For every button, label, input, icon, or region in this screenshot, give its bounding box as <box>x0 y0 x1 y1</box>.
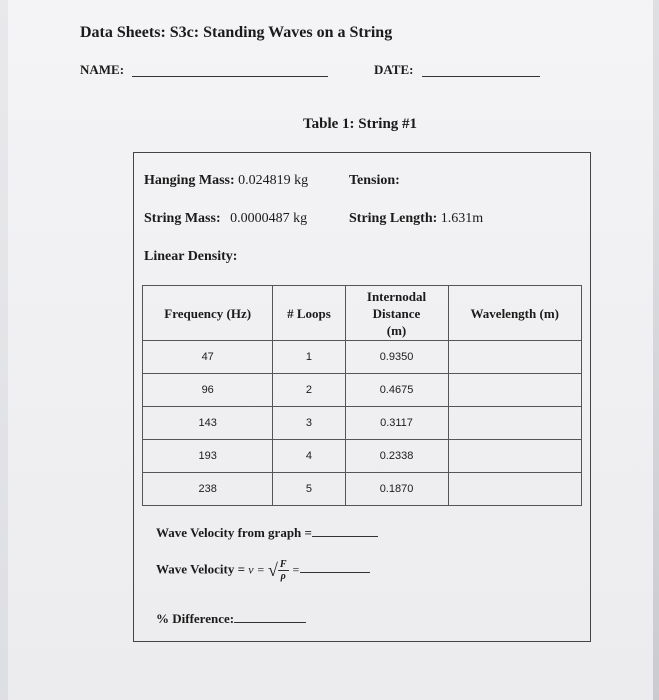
distance-cell: 0.3117 <box>345 407 448 440</box>
string-mass-value: 0.0000487 kg <box>230 211 308 226</box>
percent-difference-field[interactable] <box>234 622 306 623</box>
header-internodal-line2: Distance <box>372 305 421 321</box>
percent-difference <box>156 611 306 627</box>
distance-cell: 0.4675 <box>345 374 448 407</box>
formula-denominator: ρ <box>280 571 286 582</box>
string-length-label: String Length: <box>349 211 438 226</box>
header-wavelength: Wavelength (m) <box>448 286 581 341</box>
frequency-cell: 193 <box>143 440 273 473</box>
percent-difference-label: % Difference: <box>156 611 235 626</box>
name-label: NAME: <box>80 62 125 77</box>
distance-cell: 0.2338 <box>345 440 448 473</box>
date-label: DATE: <box>374 62 414 77</box>
formula-equals: = <box>291 562 300 577</box>
wave-velocity-label: Wave Velocity = <box>156 561 246 577</box>
name-field[interactable] <box>132 76 328 77</box>
date-field[interactable] <box>422 76 540 77</box>
wave-velocity-graph-label: Wave Velocity from graph = <box>156 525 312 540</box>
table-row <box>143 473 582 506</box>
table-row <box>143 440 582 473</box>
header-loops: # Loops <box>273 286 345 341</box>
linear-density-label: Linear Density: <box>144 249 238 264</box>
formula-numerator: F <box>279 559 287 570</box>
wave-velocity-graph <box>156 525 378 541</box>
frequency-cell: 96 <box>143 374 273 407</box>
table-header-row <box>143 286 582 341</box>
distance-cell: 0.1870 <box>345 473 448 506</box>
string-mass-label: String Mass: <box>144 211 221 226</box>
hanging-mass <box>144 173 308 189</box>
frequency-cell: 238 <box>143 473 273 506</box>
loops-cell: 4 <box>273 440 345 473</box>
table-row <box>143 341 582 374</box>
wave-velocity-formula <box>156 559 370 582</box>
hanging-mass-label: Hanging Mass: <box>144 173 235 188</box>
data-table <box>142 285 582 506</box>
string-mass <box>144 211 307 227</box>
tension-label: Tension: <box>349 173 400 188</box>
loops-cell: 3 <box>273 407 345 440</box>
string-data-box <box>133 152 591 642</box>
formula-fraction <box>278 559 289 582</box>
sqrt-icon: √ <box>267 560 278 580</box>
header-internodal-line1: Internodal <box>366 288 427 304</box>
hanging-mass-value: 0.024819 kg <box>238 173 309 188</box>
loops-cell: 2 <box>273 374 345 407</box>
loops-cell: 1 <box>273 341 345 374</box>
table-row <box>143 374 582 407</box>
frequency-cell: 143 <box>143 407 273 440</box>
wave-velocity-field[interactable] <box>300 572 370 573</box>
wavelength-cell[interactable] <box>448 440 581 473</box>
table-title: Table 1: String #1 <box>303 116 418 132</box>
distance-cell: 0.9350 <box>345 341 448 374</box>
frequency-cell: 47 <box>143 341 273 374</box>
data-sheet <box>8 0 653 700</box>
wave-velocity-graph-field[interactable] <box>312 536 378 537</box>
formula-v: v = <box>248 562 265 577</box>
wavelength-cell[interactable] <box>448 473 581 506</box>
wavelength-cell[interactable] <box>448 407 581 440</box>
page-title: Data Sheets: S3c: Standing Waves on a String <box>80 24 393 41</box>
header-internodal-line3: (m) <box>386 322 407 338</box>
table-row <box>143 407 582 440</box>
string-length <box>349 211 483 227</box>
header-internodal-distance <box>345 286 448 341</box>
wavelength-cell[interactable] <box>448 374 581 407</box>
header-frequency: Frequency (Hz) <box>143 286 273 341</box>
string-length-value: 1.631m <box>440 211 484 226</box>
wavelength-cell[interactable] <box>448 341 581 374</box>
loops-cell: 5 <box>273 473 345 506</box>
